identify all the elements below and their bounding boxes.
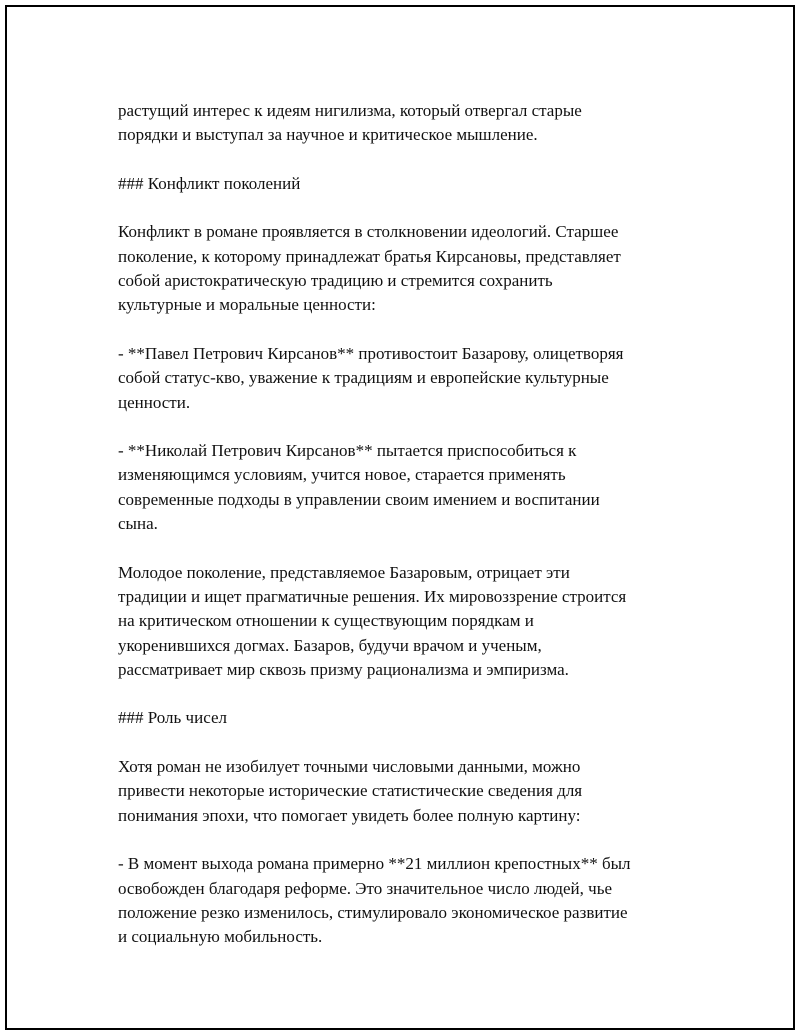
- paragraph-numbers: Хотя роман не изобилует точными числовыми данными, можно привести некоторые исторические статистические сведения для понимания эпохи, что помогает увидеть более полную картину:: [118, 757, 583, 825]
- heading-role-of-numbers: ### Роль чисел: [118, 708, 227, 728]
- heading-generational-conflict: ### Конфликт поколений: [118, 173, 301, 193]
- list-item-nikolai: - **Николай Петрович Кирсанов** пытается приспособиться к изменяющимся условиям, учится новое, старается применять современные подходы в управлении своим имением и воспитании сына.: [118, 441, 600, 534]
- list-item-serfs: - В момент выхода романа примерно **21 миллион крепостных** был освобожден благодаря реформе. Это значительное число людей, чье положение резко изменилось, стимулировало экономическое развитие и социальную мобильность.: [118, 854, 631, 947]
- paragraph-young-generation: Молодое поколение, представляемое Базаровым, отрицает эти традиции и ищет прагматичные решения. Их мировоззрение строится на критическом отношении к существующим порядкам и укоренившихся догмах. Базаров, будучи врачом и ученым, рассматривает мир сквозь призму рационализма и эмпиризма.: [118, 562, 627, 679]
- list-item-pavel: - **Павел Петрович Кирсанов** противостоит Базарову, олицетворяя собой статус-кво, уважение к традициям и европейские культурные ценности.: [118, 343, 624, 412]
- paragraph-intro: растущий интерес к идеям нигилизма, который отвергал старые порядки и выступал за научное и критическое мышление.: [118, 101, 582, 145]
- paragraph-conflict: Конфликт в романе проявляется в столкновении идеологий. Старшее поколение, к которому принадлежат братья Кирсановы, представляет собой аристократическую традицию и стремится сохранить культурные и моральные ценности:: [118, 222, 621, 315]
- document-body: [118, 99, 688, 974]
- page-frame: [5, 5, 795, 1030]
